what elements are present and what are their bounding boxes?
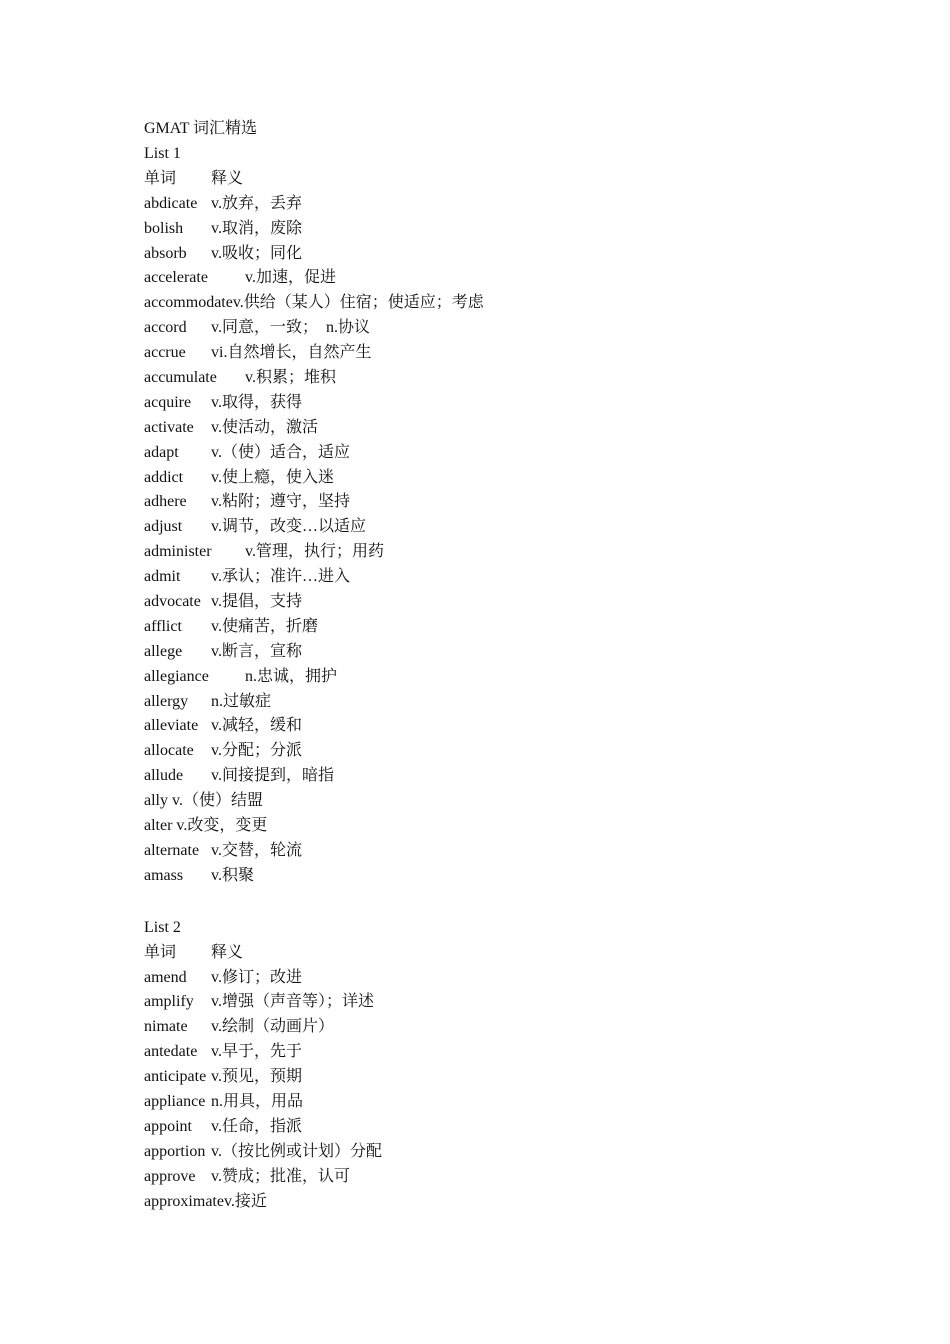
entry-word: accrue [144, 344, 186, 362]
entry-word: alter [144, 817, 173, 835]
entry-word: accumulate [144, 369, 217, 387]
header-word: 单词 [144, 169, 177, 187]
vocab-entry [144, 217, 904, 242]
entry-definition: v.接近 [223, 1192, 267, 1210]
vocab-entry [144, 1015, 904, 1040]
vocab-entry [144, 714, 904, 739]
entry-definition: v.粘附；遵守，坚持 [211, 493, 350, 511]
vocab-entry [144, 291, 904, 316]
entry-word: alternate [144, 841, 200, 859]
vocab-entry [144, 665, 904, 690]
entry-word: abdicate [144, 194, 198, 212]
entry-word: appoint [144, 1117, 192, 1135]
entry-word: allocate [144, 742, 194, 760]
header-definition: 释义 [211, 943, 244, 961]
vocab-entry [144, 441, 904, 466]
entry-definition: v.间接提到，暗指 [211, 767, 334, 785]
entry-definition: v.改变，变更 [172, 817, 268, 835]
entry-word: amend [144, 968, 187, 986]
entry-word: bolish [144, 219, 184, 237]
entry-definition: v.预见，预期 [211, 1068, 302, 1086]
entry-word: appliance [144, 1092, 206, 1110]
vocab-entry [144, 789, 904, 814]
vocab-entry [144, 490, 904, 515]
entry-word: absorb [144, 244, 187, 262]
entry-word: addict [144, 468, 184, 486]
vocab-entry [144, 266, 904, 291]
vocab-entry [144, 1115, 904, 1140]
vocab-entry [144, 565, 904, 590]
vocab-entry [144, 1140, 904, 1165]
entry-definition: v.加速，促进 [245, 269, 336, 287]
vocab-entry [144, 192, 904, 217]
entry-definition: n.用具，用品 [211, 1092, 304, 1110]
entry-word: approximate [144, 1192, 224, 1210]
entry-word: amplify [144, 993, 194, 1011]
entry-definition: v.承认；准许…进入 [211, 568, 350, 586]
vocab-entry [144, 540, 904, 565]
entry-word: accelerate [144, 269, 208, 287]
entry-word: anticipate [144, 1068, 207, 1086]
entry-word: administer [144, 543, 212, 561]
entry-definition: v.积聚 [211, 866, 254, 884]
vocab-entry [144, 590, 904, 615]
vocab-entry [144, 690, 904, 715]
entry-word: allude [144, 767, 184, 785]
vocab-entry [144, 341, 904, 366]
entry-definition: v.任命，指派 [211, 1117, 302, 1135]
entry-definition: v.绘制（动画片） [211, 1018, 334, 1036]
entry-definition: v.分配；分派 [211, 742, 302, 760]
entry-word: adapt [144, 443, 179, 461]
entry-definition: v.赞成；批准，认可 [211, 1167, 350, 1185]
entry-word: nimate [144, 1018, 188, 1036]
list-header [144, 167, 904, 192]
entry-definition: v.修订；改进 [211, 968, 302, 986]
entry-definition: v.减轻，缓和 [211, 717, 302, 735]
list-spacer [144, 889, 904, 916]
vocab-entry [144, 391, 904, 416]
entry-definition: v.使活动，激活 [211, 418, 318, 436]
entry-word: allergy [144, 692, 189, 710]
vocab-entry [144, 864, 904, 889]
vocab-entry [144, 1190, 904, 1215]
entry-word: accord [144, 319, 187, 337]
vocab-entry [144, 366, 904, 391]
entry-word: adhere [144, 493, 187, 511]
entry-definition: v.供给（某人）住宿；使适应；考虑 [232, 294, 484, 312]
entry-definition: v.使痛苦，折磨 [211, 617, 318, 635]
vocab-entry [144, 739, 904, 764]
document-title: GMAT 词汇精选 [144, 120, 258, 137]
entry-definition: n.忠诚，拥护 [245, 667, 338, 685]
list-header [144, 941, 904, 966]
entry-word: allegiance [144, 667, 209, 685]
entry-definition: v.吸收；同化 [211, 244, 302, 262]
entry-word: activate [144, 418, 194, 436]
entry-definition: v.断言，宣称 [211, 642, 302, 660]
entry-word: advocate [144, 593, 201, 611]
entry-definition: v.管理，执行；用药 [245, 543, 384, 561]
document-page [144, 116, 904, 1214]
entry-definition: vi.自然增长，自然产生 [211, 344, 372, 362]
entry-word: alleviate [144, 717, 199, 735]
entry-word: admit [144, 568, 181, 586]
vocab-entry [144, 316, 904, 341]
vocab-entry [144, 466, 904, 491]
vocab-list [144, 142, 904, 889]
entry-definition: n.过敏症 [211, 692, 272, 710]
entry-definition: v.使上瘾，使入迷 [211, 468, 334, 486]
entry-word: amass [144, 866, 184, 884]
entry-word: antedate [144, 1043, 198, 1061]
entry-word: allege [144, 642, 183, 660]
vocab-entry [144, 615, 904, 640]
entry-definition: v.提倡，支持 [211, 593, 302, 611]
vocab-entry [144, 814, 904, 839]
header-definition: 释义 [211, 169, 244, 187]
entry-word: accommodate [144, 294, 233, 312]
entry-definition: v.交替，轮流 [211, 841, 302, 859]
entry-word: acquire [144, 393, 192, 411]
vocab-entry [144, 416, 904, 441]
vocabulary-lists [144, 142, 904, 1214]
vocab-entry [144, 515, 904, 540]
vocab-entry [144, 1065, 904, 1090]
vocab-entry [144, 839, 904, 864]
entry-definition: v.放弃，丢弃 [211, 194, 302, 212]
entry-word: ally [144, 792, 168, 810]
vocab-entry [144, 966, 904, 991]
vocab-list [144, 916, 904, 1215]
vocab-entry [144, 242, 904, 267]
list-name: List 2 [144, 918, 181, 936]
entry-definition: v.增强（声音等）；详述 [211, 993, 374, 1011]
vocab-entry [144, 1040, 904, 1065]
entry-definition: v.早于，先于 [211, 1043, 302, 1061]
entry-definition: v.同意，一致； n.协议 [211, 319, 370, 337]
vocab-entry [144, 764, 904, 789]
vocab-entry [144, 640, 904, 665]
entry-definition: v.（按比例或计划）分配 [211, 1142, 382, 1160]
entry-definition: v.（使）结盟 [168, 792, 263, 810]
entry-definition: v.（使）适合，适应 [211, 443, 350, 461]
vocab-entry [144, 1090, 904, 1115]
entry-definition: v.积累；堆积 [245, 369, 336, 387]
entry-word: approve [144, 1167, 196, 1185]
entry-definition: v.取消，废除 [211, 219, 302, 237]
entry-word: afflict [144, 617, 182, 635]
list-name: List 1 [144, 145, 181, 162]
vocab-entry [144, 990, 904, 1015]
header-word: 单词 [144, 943, 177, 961]
entry-word: adjust [144, 518, 183, 536]
entry-word: apportion [144, 1142, 206, 1160]
vocab-entry [144, 1165, 904, 1190]
entry-definition: v.取得，获得 [211, 393, 302, 411]
entry-definition: v.调节，改变…以适应 [211, 518, 366, 536]
